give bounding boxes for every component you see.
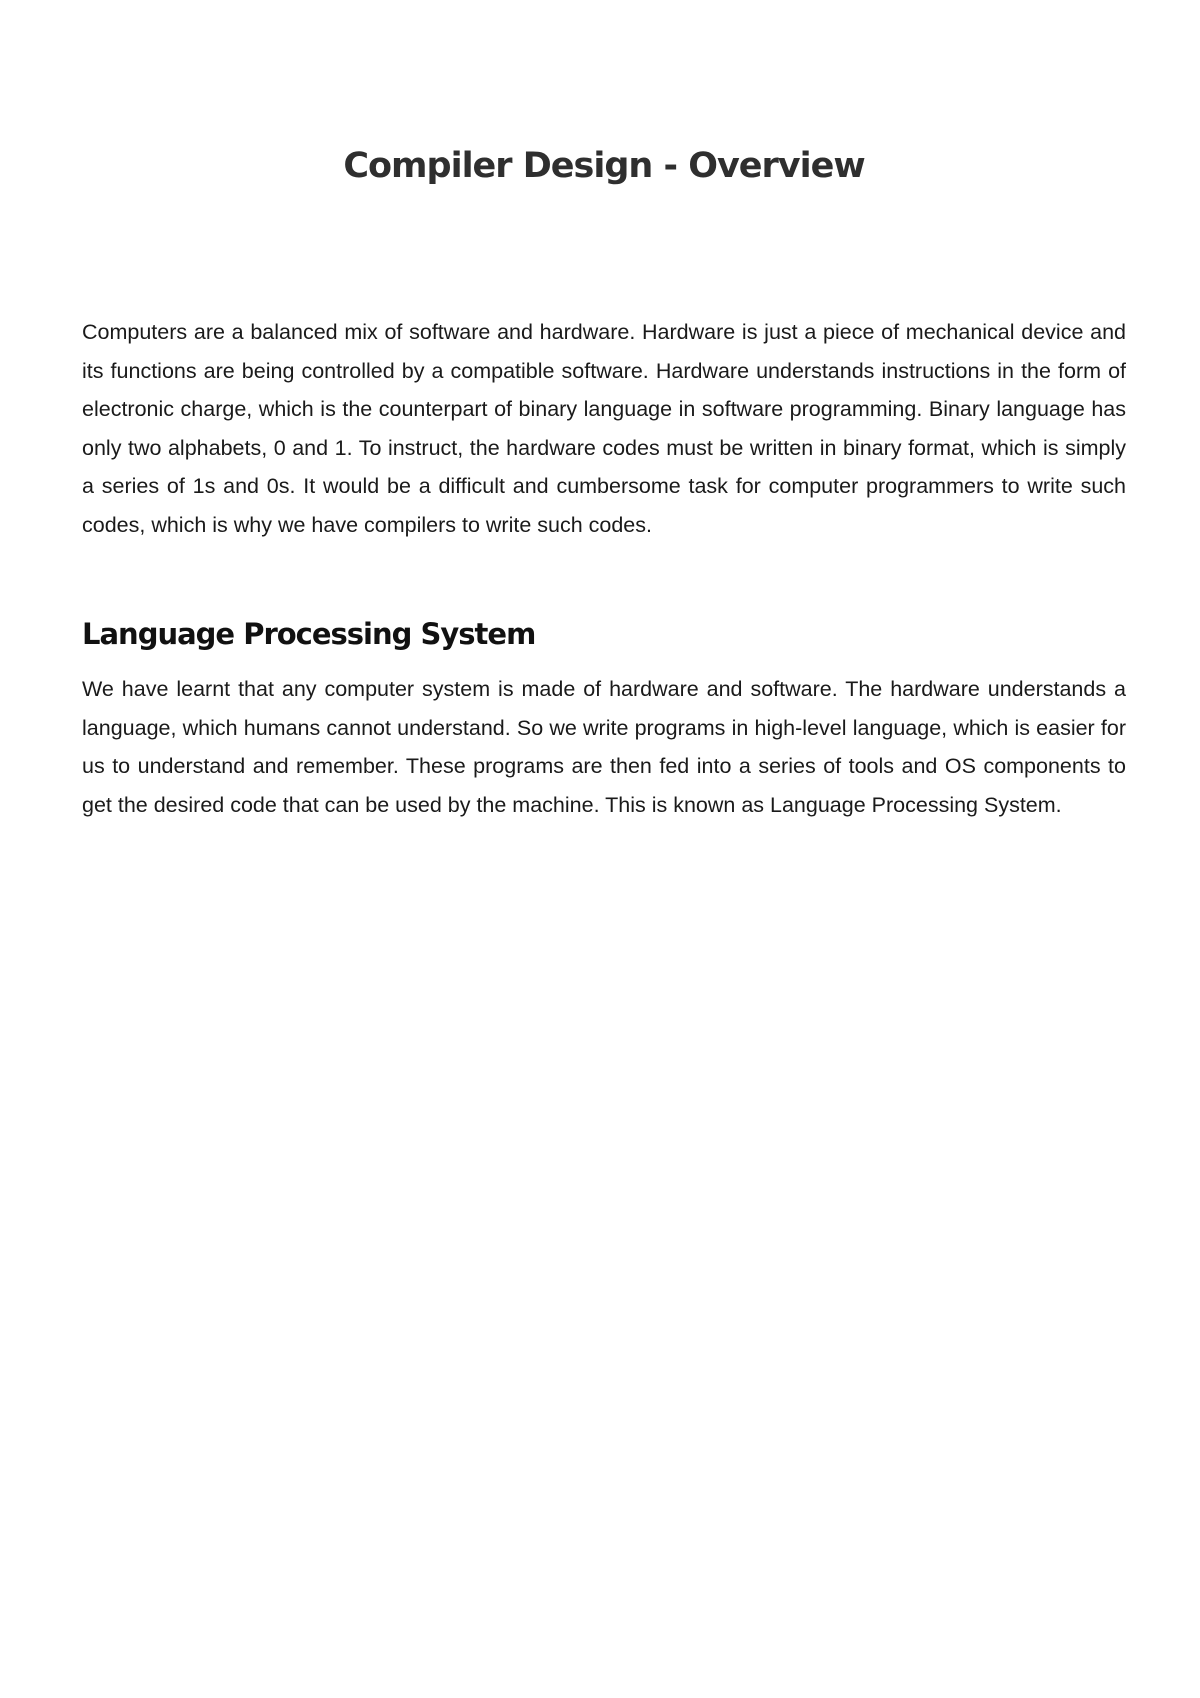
section-heading-language-processing-system: Language Processing System <box>82 617 536 651</box>
section-paragraph-language-processing-system: We have learnt that any computer system is made of hardware and software. The hardware understands a language, which humans cannot understand. So we write programs in high-level language, which is easier for us to understand and remember. These programs are then fed into a series of tools and OS components to get the desired code that can be used by the machine. This is known as Language Processing System. <box>82 677 1126 817</box>
page-title: Compiler Design - Overview <box>343 146 865 186</box>
intro-paragraph: Computers are a balanced mix of software and hardware. Hardware is just a piece of mechanical device and its functions are being controlled by a compatible software. Hardware understands instructions in the form of electronic charge, which is the counterpart of binary language in software programming. Binary language has only two alphabets, 0 and 1. To instruct, the hardware codes must be written in binary format, which is simply a series of 1s and 0s. It would be a difficult and cumbersome task for computer programmers to write such codes, which is why we have compilers to write such codes. <box>82 320 1126 537</box>
